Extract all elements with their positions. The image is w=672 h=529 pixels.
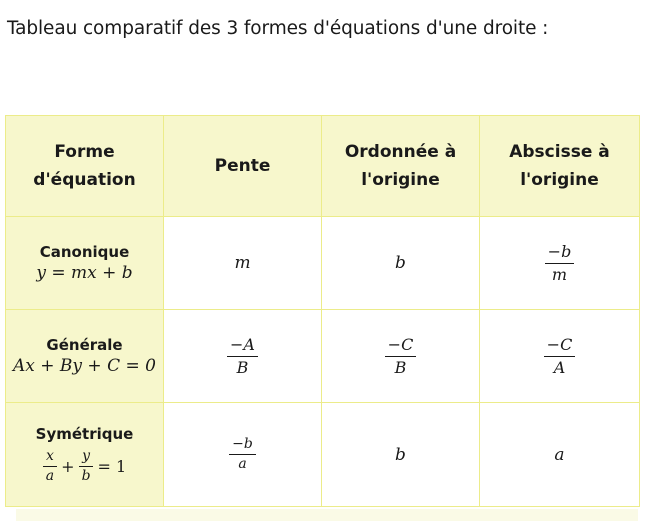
- header-x-intercept-line1: Abscisse à: [509, 142, 610, 162]
- header-slope-label: Pente: [214, 156, 271, 176]
- cell-slope: [164, 403, 322, 507]
- x-intercept-fraction: [544, 335, 576, 378]
- fraction-numerator: y: [79, 448, 93, 467]
- header-y-intercept-line2: l'origine: [361, 170, 440, 190]
- fraction-numerator: −A: [227, 335, 258, 357]
- equation-rhs: = 1: [97, 456, 127, 476]
- equation-fraction-x: [43, 448, 57, 485]
- row-header-canonique: [6, 217, 164, 310]
- row-header-symetrique: [6, 403, 164, 507]
- fraction-denominator: B: [236, 357, 249, 377]
- y-intercept-value: b: [395, 253, 406, 273]
- slope-fraction: [229, 436, 256, 473]
- y-intercept-fraction: [385, 335, 417, 378]
- cell-y-intercept: [322, 403, 480, 507]
- fraction-denominator: b: [81, 467, 91, 484]
- fraction-numerator: −C: [544, 335, 576, 357]
- cell-slope: [164, 310, 322, 403]
- header-y-intercept-line1: Ordonnée à: [344, 142, 457, 162]
- fraction-denominator: a: [238, 456, 247, 472]
- table-header-row: [6, 116, 640, 217]
- x-intercept-fraction: [545, 242, 575, 285]
- form-equation: Ax + By + C = 0: [13, 356, 156, 376]
- row-header-generale: [6, 310, 164, 403]
- fraction-numerator: x: [43, 448, 57, 467]
- table-row-canonique: [6, 217, 640, 310]
- fraction-denominator: m: [551, 264, 568, 284]
- equation-fraction-y: [79, 448, 94, 485]
- slope-value: m: [234, 253, 251, 273]
- cell-slope: [164, 217, 322, 310]
- fraction-denominator: B: [394, 357, 407, 377]
- table-bottom-strip: [16, 509, 638, 521]
- header-form-line1: Forme: [54, 142, 115, 162]
- slope-fraction: [227, 335, 258, 378]
- form-name: Canonique: [39, 243, 130, 261]
- form-equation: y = mx + b: [36, 263, 133, 283]
- form-name: Générale: [46, 336, 123, 354]
- cell-x-intercept: [480, 310, 640, 403]
- fraction-numerator: −C: [385, 335, 417, 357]
- header-slope: [164, 116, 322, 217]
- table-row-symetrique: [6, 403, 640, 507]
- header-x-intercept-line2: l'origine: [520, 170, 599, 190]
- plus-sign: +: [61, 456, 75, 476]
- y-intercept-value: b: [395, 444, 406, 465]
- header-y-intercept: [322, 116, 480, 217]
- cell-x-intercept: [480, 217, 640, 310]
- cell-x-intercept: [480, 403, 640, 507]
- fraction-numerator: −b: [229, 436, 256, 455]
- header-x-intercept: [480, 116, 640, 217]
- form-equation: [43, 448, 126, 485]
- table-row-generale: [6, 310, 640, 403]
- fraction-numerator: −b: [545, 242, 575, 264]
- intro-text: Tableau comparatif des 3 formes d'équations d'une droite :: [7, 18, 549, 39]
- cell-y-intercept: [322, 310, 480, 403]
- cell-y-intercept: [322, 217, 480, 310]
- form-name: Symétrique: [35, 424, 134, 443]
- header-form-line2: d'équation: [33, 170, 136, 190]
- fraction-denominator: A: [553, 357, 566, 377]
- x-intercept-value: a: [554, 444, 565, 465]
- comparison-table: [5, 115, 640, 507]
- fraction-denominator: a: [45, 467, 55, 484]
- header-form: [6, 116, 164, 217]
